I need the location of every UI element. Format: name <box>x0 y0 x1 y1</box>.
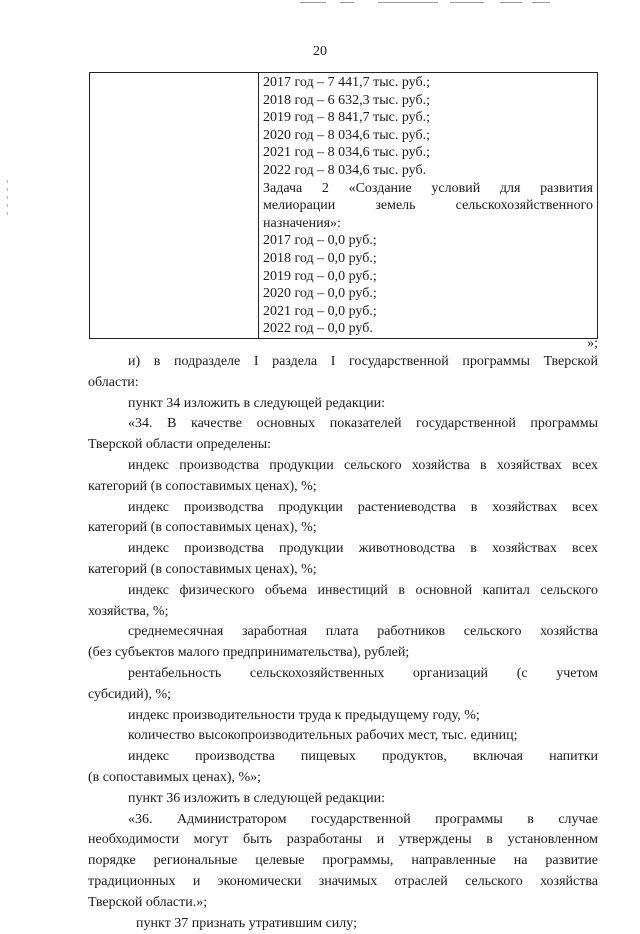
table-line-2017-task1: 2017 год – 7 441,7 тыс. руб.; <box>263 75 430 90</box>
paragraph-36-line2: необходимости могут быть разработаны и утверждены в установленном <box>88 832 598 848</box>
indicator-profitability-line2: субсидий), %; <box>88 686 171 702</box>
indicator-investment-line1: индекс физического объема инвестиций в основной капитал сельского <box>128 582 598 598</box>
table-task2-heading-line1: Задача 2 «Создание условий для развития <box>263 180 593 196</box>
paragraph-36-line1: «36. Администратором государственной программы в случае <box>128 811 598 827</box>
paragraph-i-line1: и) в подразделе I раздела I государственной программы Тверской <box>128 354 598 369</box>
table-row <box>90 73 598 339</box>
table-task2-heading-line2: мелиорации земель сельскохозяйственного <box>263 198 593 214</box>
indicator-salary-line1: среднемесячная заработная плата работников сельского хозяйства <box>128 624 598 640</box>
table-line-2021-task1: 2021 год – 8 034,6 тыс. руб.; <box>263 145 430 161</box>
indicator-livestock-line2: категорий (в сопоставимых ценах), %; <box>88 561 317 577</box>
paragraph-36-line4: традиционных и экономически значимых отраслей сельского хозяйства <box>88 873 598 889</box>
indicator-productivity: индекс производительности труда к предыдущему году, %; <box>128 707 480 723</box>
document-body <box>88 352 598 934</box>
paragraph-item37: пункт 37 признать утратившим силу; <box>136 915 357 931</box>
table-empty-cell <box>90 73 259 339</box>
table-line-2018-task2: 2018 год – 0,0 руб.; <box>263 250 377 266</box>
table-line-2019-task2: 2019 год – 0,0 руб.; <box>263 268 377 284</box>
indicator-agri-line2: категорий (в сопоставимых ценах), %; <box>88 478 317 494</box>
paragraph-item36-intro: пункт 36 изложить в следующей редакции: <box>128 790 385 806</box>
scan-artifact-side-ticks <box>6 180 10 220</box>
indicator-investment-line2: хозяйства, %; <box>88 603 169 619</box>
funding-table <box>89 72 598 339</box>
indicator-food-line1: индекс производства пищевых продуктов, включая напитки <box>128 749 598 765</box>
indicator-jobs: количество высокопроизводительных рабочих мест, тыс. единиц; <box>128 728 518 744</box>
table-line-2018-task1: 2018 год – 6 632,3 тыс. руб.; <box>263 92 430 108</box>
indicator-agri-line1: индекс производства продукции сельского хозяйства в хозяйствах всех <box>128 457 598 473</box>
page-number: 20 <box>313 44 327 59</box>
paragraph-36-line3: порядке региональные целевые программы, направленные на развитие <box>88 853 598 869</box>
paragraph-36-line5: Тверской области.»; <box>88 894 208 910</box>
indicator-profitability-line1: рентабельность сельскохозяйственных организаций (с учетом <box>128 665 598 681</box>
indicator-food-line2: (в сопоставимых ценах), %»; <box>88 769 262 785</box>
paragraph-34-line1: «34. В качестве основных показателей государственной программы <box>128 416 598 432</box>
table-line-2019-task1: 2019 год – 8 841,7 тыс. руб.; <box>263 110 430 126</box>
paragraph-34-line2: Тверской области определены: <box>88 437 272 453</box>
table-line-2022-task1: 2022 год – 8 034,6 тыс. руб. <box>263 162 427 178</box>
scan-artifact-marks <box>300 0 560 6</box>
indicator-livestock-line1: индекс производства продукции животноводства в хозяйствах всех <box>128 541 598 557</box>
indicator-crop-line1: индекс производства продукции растениеводства в хозяйствах всех <box>128 499 598 515</box>
table-task2-heading-line3: назначения»: <box>263 215 341 231</box>
table-closing-quote: »; <box>587 336 598 351</box>
indicator-crop-line2: категорий (в сопоставимых ценах), %; <box>88 520 317 536</box>
table-line-2017-task2: 2017 год – 0,0 руб.; <box>263 233 377 249</box>
indicator-salary-line2: (без субъектов малого предпринимательства), рублей; <box>88 645 410 661</box>
table-line-2021-task2: 2021 год – 0,0 руб.; <box>263 303 377 319</box>
table-line-2020-task2: 2020 год – 0,0 руб.; <box>263 286 377 302</box>
paragraph-i-line2: области: <box>88 374 139 390</box>
paragraph-item34-intro: пункт 34 изложить в следующей редакции: <box>128 395 385 411</box>
table-value-cell <box>259 73 598 339</box>
table-line-2020-task1: 2020 год – 8 034,6 тыс. руб.; <box>263 127 430 143</box>
table-line-2022-task2: 2022 год – 0,0 руб. <box>263 321 373 337</box>
